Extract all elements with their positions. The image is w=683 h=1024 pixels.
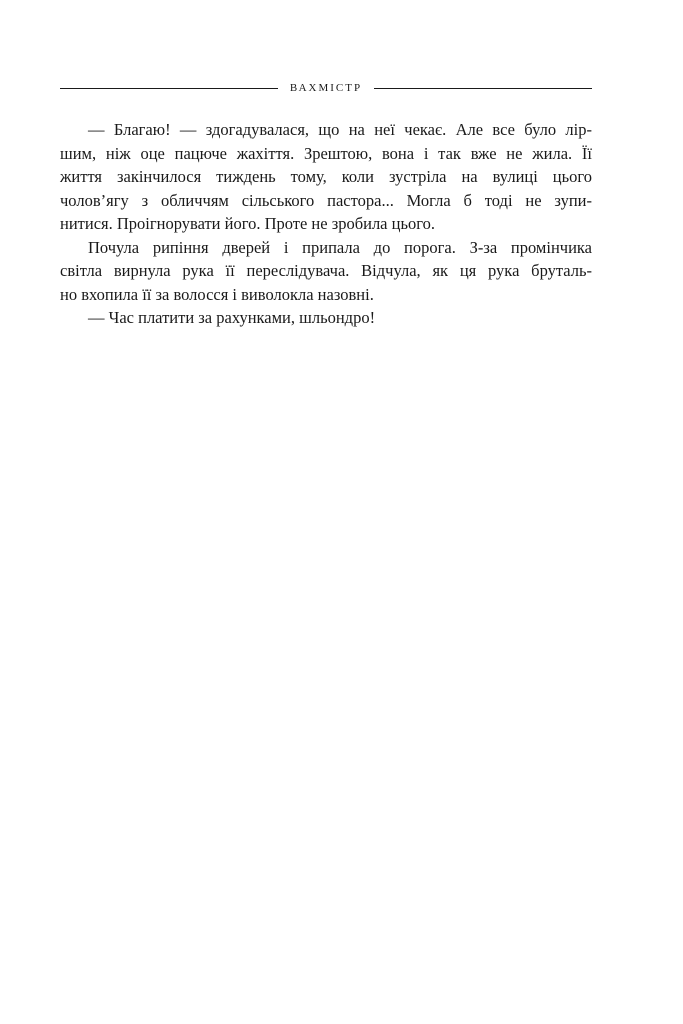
body-text [60,118,592,330]
text-line: шим, ніж оце пацюче жахіття. Зрештою, вона і так вже не жила. Її [60,143,592,163]
text-line: чолов’ягу з обличчям сільського пастора... Могла б тоді не зупи- [60,190,592,210]
running-header [60,78,592,98]
text-line: Почула рипіння дверей і припала до порога. З-за промінчика [88,237,592,257]
text-line: — Час платити за рахунками, шльондро! [88,308,376,327]
text-line: но вхопила її за волосся і виволокла назовні. [60,284,374,304]
text-line: життя закінчилося тиждень тому, коли зустріла на вулиці цього [60,167,592,186]
text-line: світла вирнула рука її переслідувача. Відчула, як ця рука бруталь- [60,261,592,280]
header-rule-right [374,88,592,89]
text-line: нитися. Проігнорувати його. Проте не зробила цього. [60,214,435,233]
text-line: — Благаю! — здогадувалася, що на неї чекає. Але все було лip- [88,120,592,139]
header-rule-left [60,88,278,89]
running-head-title: ВАХМІСТР [289,82,363,94]
